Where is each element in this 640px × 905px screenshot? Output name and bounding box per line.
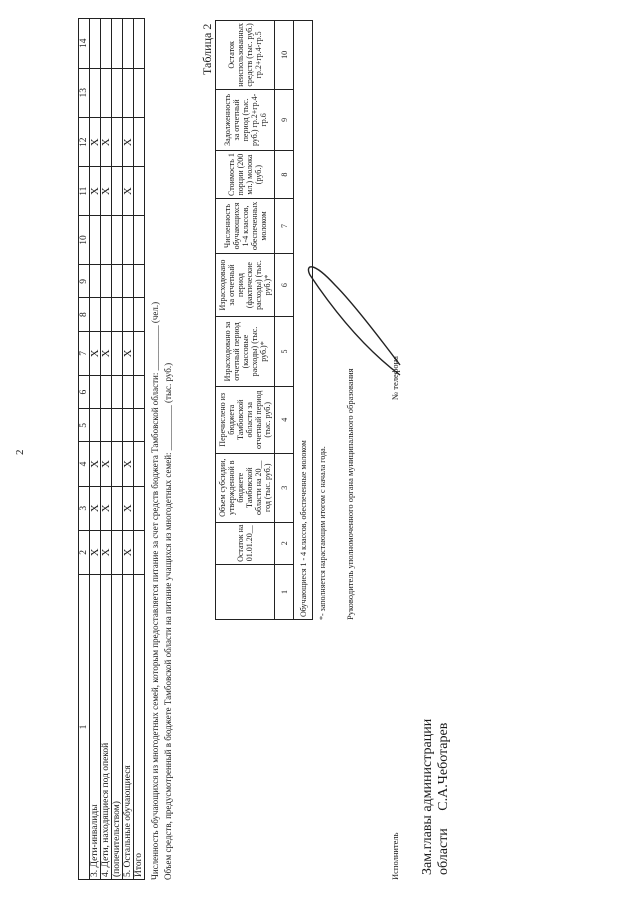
mark-cell: X [90,530,101,574]
header-cell: Израсходовано за отчетный период (фактические расходы) (тыс. руб.)* [216,253,275,317]
number-cell: 10 [275,21,294,90]
header-cell: Численность обучающихся 1-4 классов, обеспеченных молоком [216,199,275,254]
row-label: 4. Дети, находящиеся под опекой [101,575,112,880]
row-label: (попечительством) [112,575,123,880]
mark-cell [123,215,134,264]
mark-cell [101,409,112,442]
mark-cell: X [101,486,112,530]
mark-cell [90,68,101,117]
mark-cell: X [123,331,134,375]
mark-cell [134,442,145,486]
header-cell: 13 [79,68,90,117]
mark-cell [101,375,112,408]
number-cell: 1 [275,564,294,619]
mark-cell [101,265,112,298]
number-cell: 4 [275,386,294,453]
mark-cell: X [123,118,134,167]
number-cell: 7 [275,199,294,254]
mark-cell [112,265,123,298]
phone-label: № телефона [390,356,400,400]
mark-cell [134,265,145,298]
row-label: Итого [134,575,145,880]
header-cell: Остаток неиспользованных средств (тыс. руб.) гр.2+гр.4-гр.5 [216,21,275,90]
executor-label: Исполнитель [390,832,400,880]
mark-cell [134,375,145,408]
mark-cell: X [101,442,112,486]
mark-cell: X [101,331,112,375]
mark-cell: X [123,530,134,574]
mark-cell: X [90,442,101,486]
header-cell: Израсходовано за отчетный период (кассовые расходы) (тыс. руб.)* [216,317,275,386]
mark-cell: X [101,167,112,215]
header-cell: Объем субсидии, утвержденной в бюджете Тамбовской области на 20__ год (тыс. руб.) [216,453,275,522]
header-cell: 6 [79,375,90,408]
header-cell: 8 [79,298,90,331]
number-cell: 9 [275,89,294,150]
mark-cell [134,167,145,215]
mark-cell [101,19,112,69]
mark-cell [134,68,145,117]
mark-cell [101,298,112,331]
mark-cell [123,375,134,408]
header-cell: Задолженность за отчетный период (тыс. руб.) гр.2+гр.4-гр.6 [216,89,275,150]
count-line: Численность обучающихся из многодетных семей, которым предоставляется питание за счет средств бюджета Тамбовской области: __________ (чел.) [150,301,160,880]
header-cell: Стоимость 1 порции (200 мл.) молока (руб.) [216,150,275,198]
table-row [134,19,145,880]
header-cell: Остаток на 01.01.20__ [216,522,275,564]
mark-cell [112,118,123,167]
header-cell: 10 [79,215,90,264]
table-row [112,19,123,880]
mark-cell [112,19,123,69]
mark-cell [90,298,101,331]
header-cell: 1 [79,575,90,880]
mark-cell [134,215,145,264]
mark-cell: X [101,118,112,167]
mark-cell [112,331,123,375]
table-row [90,19,101,880]
mark-cell [123,298,134,331]
mark-cell [123,265,134,298]
signature-region: области [436,828,451,875]
mark-cell [134,298,145,331]
header-cell: 7 [79,331,90,375]
number-cell: 6 [275,253,294,317]
mark-cell: X [101,530,112,574]
mark-cell [112,530,123,574]
mark-cell: X [90,118,101,167]
milk-subsidy-table [215,20,313,620]
number-cell: 5 [275,317,294,386]
signature-name-line [436,723,452,875]
marks-table [78,18,145,880]
mark-cell [101,68,112,117]
header-cell: 12 [79,118,90,167]
page-number: 2 [14,449,26,455]
signature-mark [300,245,410,385]
number-cell: 3 [275,453,294,522]
table-header-row [79,19,90,880]
header-cell: 2 [79,530,90,574]
mark-cell [90,265,101,298]
mark-cell: X [123,486,134,530]
header-cell: 11 [79,167,90,215]
mark-cell: X [90,486,101,530]
row-label: 5. Остальные обучающиеся [123,575,134,880]
signature-title: Зам.главы администрации [420,718,435,875]
row-label: 3. Дети-инвалиды [90,575,101,880]
number-cell: 2 [275,522,294,564]
mark-cell [90,19,101,69]
table-row [123,19,134,880]
mark-cell [112,167,123,215]
mark-cell [134,331,145,375]
mark-cell [112,442,123,486]
mark-cell: X [123,442,134,486]
mark-cell [123,409,134,442]
mark-cell [112,68,123,117]
mark-cell [112,409,123,442]
footer-row-label: Обучающиеся 1 - 4 классов, обеспеченные молоком [294,21,313,620]
header-cell: 5 [79,409,90,442]
mark-cell: X [123,167,134,215]
number-cell: 8 [275,150,294,198]
footnote: *- заполняется нарастающим итогом с начала года. [318,446,327,620]
mark-cell [134,118,145,167]
head-label: Руководитель уполномоченного органа муниципального образования [345,368,355,620]
mark-cell [112,375,123,408]
mark-cell: X [90,331,101,375]
header-cell [216,564,275,619]
mark-cell [112,215,123,264]
mark-cell [134,409,145,442]
mark-cell [123,68,134,117]
header-cell: 4 [79,442,90,486]
mark-cell [112,486,123,530]
table-header-row [216,21,275,620]
mark-cell: X [90,167,101,215]
mark-cell [101,215,112,264]
table-row [101,19,112,880]
header-cell: Перечислено из бюджета Тамбовской области за отчетный период (тыс. руб.) [216,386,275,453]
funds-line: Объем средств, предусмотренный в бюджете Тамбовской области на питание учащихся из многодетных семей: __________ (тыс. руб.) [163,362,173,880]
mark-cell [112,298,123,331]
mark-cell [90,215,101,264]
header-cell: 14 [79,19,90,69]
signature-person: С.А.Чеботарев [436,722,451,811]
mark-cell [123,19,134,69]
mark-cell [90,409,101,442]
header-cell: 9 [79,265,90,298]
header-cell: 3 [79,486,90,530]
mark-cell [134,530,145,574]
mark-cell [134,19,145,69]
mark-cell [134,486,145,530]
mark-cell [90,375,101,408]
table2-caption: Таблица 2 [200,23,214,75]
table-row [275,21,294,620]
